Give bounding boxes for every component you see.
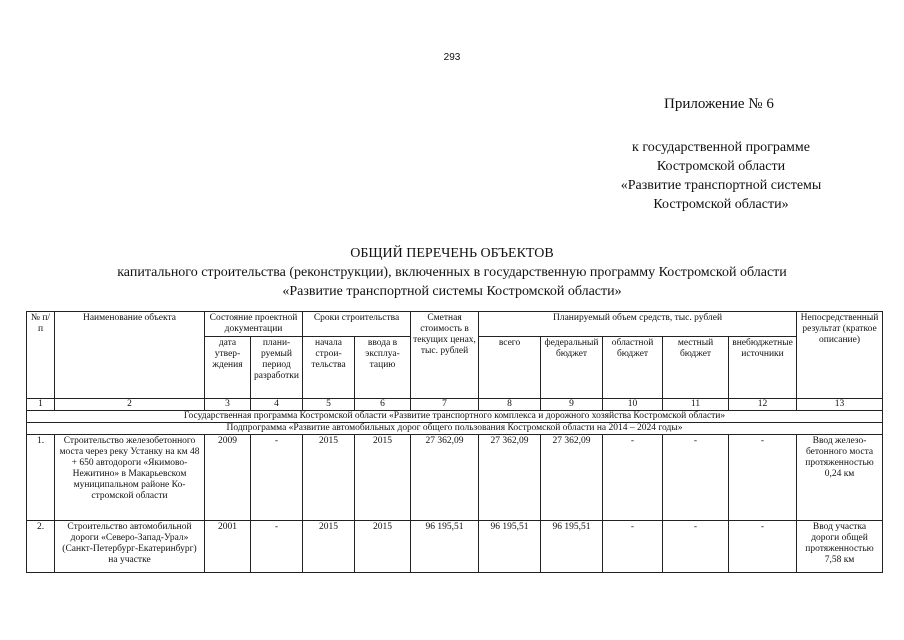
column-number: 13 [797, 399, 883, 411]
header-planned-extra: внебюджетные источники [729, 337, 797, 399]
header-docs-state: Состояние проектной документации [205, 312, 303, 337]
annex-line: Костромской области» [653, 197, 789, 212]
column-number: 1 [27, 399, 55, 411]
program-title: Государственная программа Костромской области «Развитие транспортного комплекса и дорожного хозяйства Костромской области» [27, 411, 883, 423]
row-start: 2015 [303, 521, 355, 573]
row-regional: - [603, 521, 663, 573]
program-row [27, 411, 883, 423]
page-number: 293 [443, 52, 461, 63]
row-result: Ввод железобетонного моста протяженностью 0,24 км [797, 435, 883, 521]
row-name: Строительство автомобильной дороги «Северо-Запад-Урал» (Санкт-Петербург-Екатеринбург) на участке [55, 521, 205, 573]
header-terms-commission: ввода в эксплуатацию [355, 337, 411, 399]
objects-table [26, 311, 883, 573]
table-row [27, 521, 883, 573]
header-result: Непосредственный результат (краткое описание) [797, 312, 883, 399]
header-estimate: Сметная стоимость в текущих ценах, тыс. рублей [411, 312, 479, 399]
row-local: - [663, 435, 729, 521]
header-terms: Сроки строительства [303, 312, 411, 337]
row-commission: 2015 [355, 521, 411, 573]
row-num: 1. [27, 435, 55, 521]
column-number: 5 [303, 399, 355, 411]
row-num: 2. [27, 521, 55, 573]
header-name: Наименование объекта [55, 312, 205, 399]
subprogram-title: Подпрограмма «Развитие автомобильных дорог общего пользования Костромской области на 2014 – 2024 годы» [27, 423, 883, 435]
document-heading [0, 244, 904, 301]
column-number: 10 [603, 399, 663, 411]
header-docs-approved: дата утверждения [205, 337, 251, 399]
row-total: 96 195,51 [479, 521, 541, 573]
annex-line: Костромской области [656, 159, 786, 174]
header-planned-regional: областной бюджет [603, 337, 663, 399]
header-planned-federal: федеральный бюджет [541, 337, 603, 399]
annex-line: к государственной программе [632, 140, 810, 155]
header-row-top [27, 312, 883, 337]
column-number: 12 [729, 399, 797, 411]
heading-title: ОБЩИЙ ПЕРЕЧЕНЬ ОБЪЕКТОВ [350, 246, 554, 261]
row-regional: - [603, 435, 663, 521]
heading-subtitle: капитального строительства (реконструкции), включенных в государственную программу Костромской области [117, 265, 787, 280]
row-period: - [251, 521, 303, 573]
heading-program-name: «Развитие транспортной системы Костромской области» [282, 284, 622, 299]
row-start: 2015 [303, 435, 355, 521]
column-number: 4 [251, 399, 303, 411]
annex-line: «Развитие транспортной системы [620, 178, 822, 193]
header-planned-total: всего [479, 337, 541, 399]
row-result: Ввод участка дороги общей протяженностью 7,58 км [797, 521, 883, 573]
column-number: 8 [479, 399, 541, 411]
row-extra: - [729, 521, 797, 573]
header-num: № п/п [27, 312, 55, 399]
annex-caption [590, 138, 852, 214]
row-name: Строительство железобетонного моста через реку Устанку на км 48 + 650 автодороги «Якимово-Нежитино» в Макарьевском муниципальном районе Костромской области [55, 435, 205, 521]
header-planned-local: местный бюджет [663, 337, 729, 399]
row-approved: 2001 [205, 521, 251, 573]
column-number: 3 [205, 399, 251, 411]
row-local: - [663, 521, 729, 573]
row-estimate: 96 195,51 [411, 521, 479, 573]
header-planned: Планируемый объем средств, тыс. рублей [479, 312, 797, 337]
subprogram-row [27, 423, 883, 435]
row-federal: 96 195,51 [541, 521, 603, 573]
column-number: 11 [663, 399, 729, 411]
column-number: 9 [541, 399, 603, 411]
row-extra: - [729, 435, 797, 521]
table-row [27, 435, 883, 521]
row-commission: 2015 [355, 435, 411, 521]
row-federal: 27 362,09 [541, 435, 603, 521]
column-number: 7 [411, 399, 479, 411]
row-total: 27 362,09 [479, 435, 541, 521]
column-number: 6 [355, 399, 411, 411]
annex-title: Приложение № 6 [664, 96, 774, 112]
row-period: - [251, 435, 303, 521]
header-docs-period: планируемый период разработки [251, 337, 303, 399]
column-number: 2 [55, 399, 205, 411]
row-approved: 2009 [205, 435, 251, 521]
row-estimate: 27 362,09 [411, 435, 479, 521]
column-number-row [27, 399, 883, 411]
header-terms-start: начала строительства [303, 337, 355, 399]
